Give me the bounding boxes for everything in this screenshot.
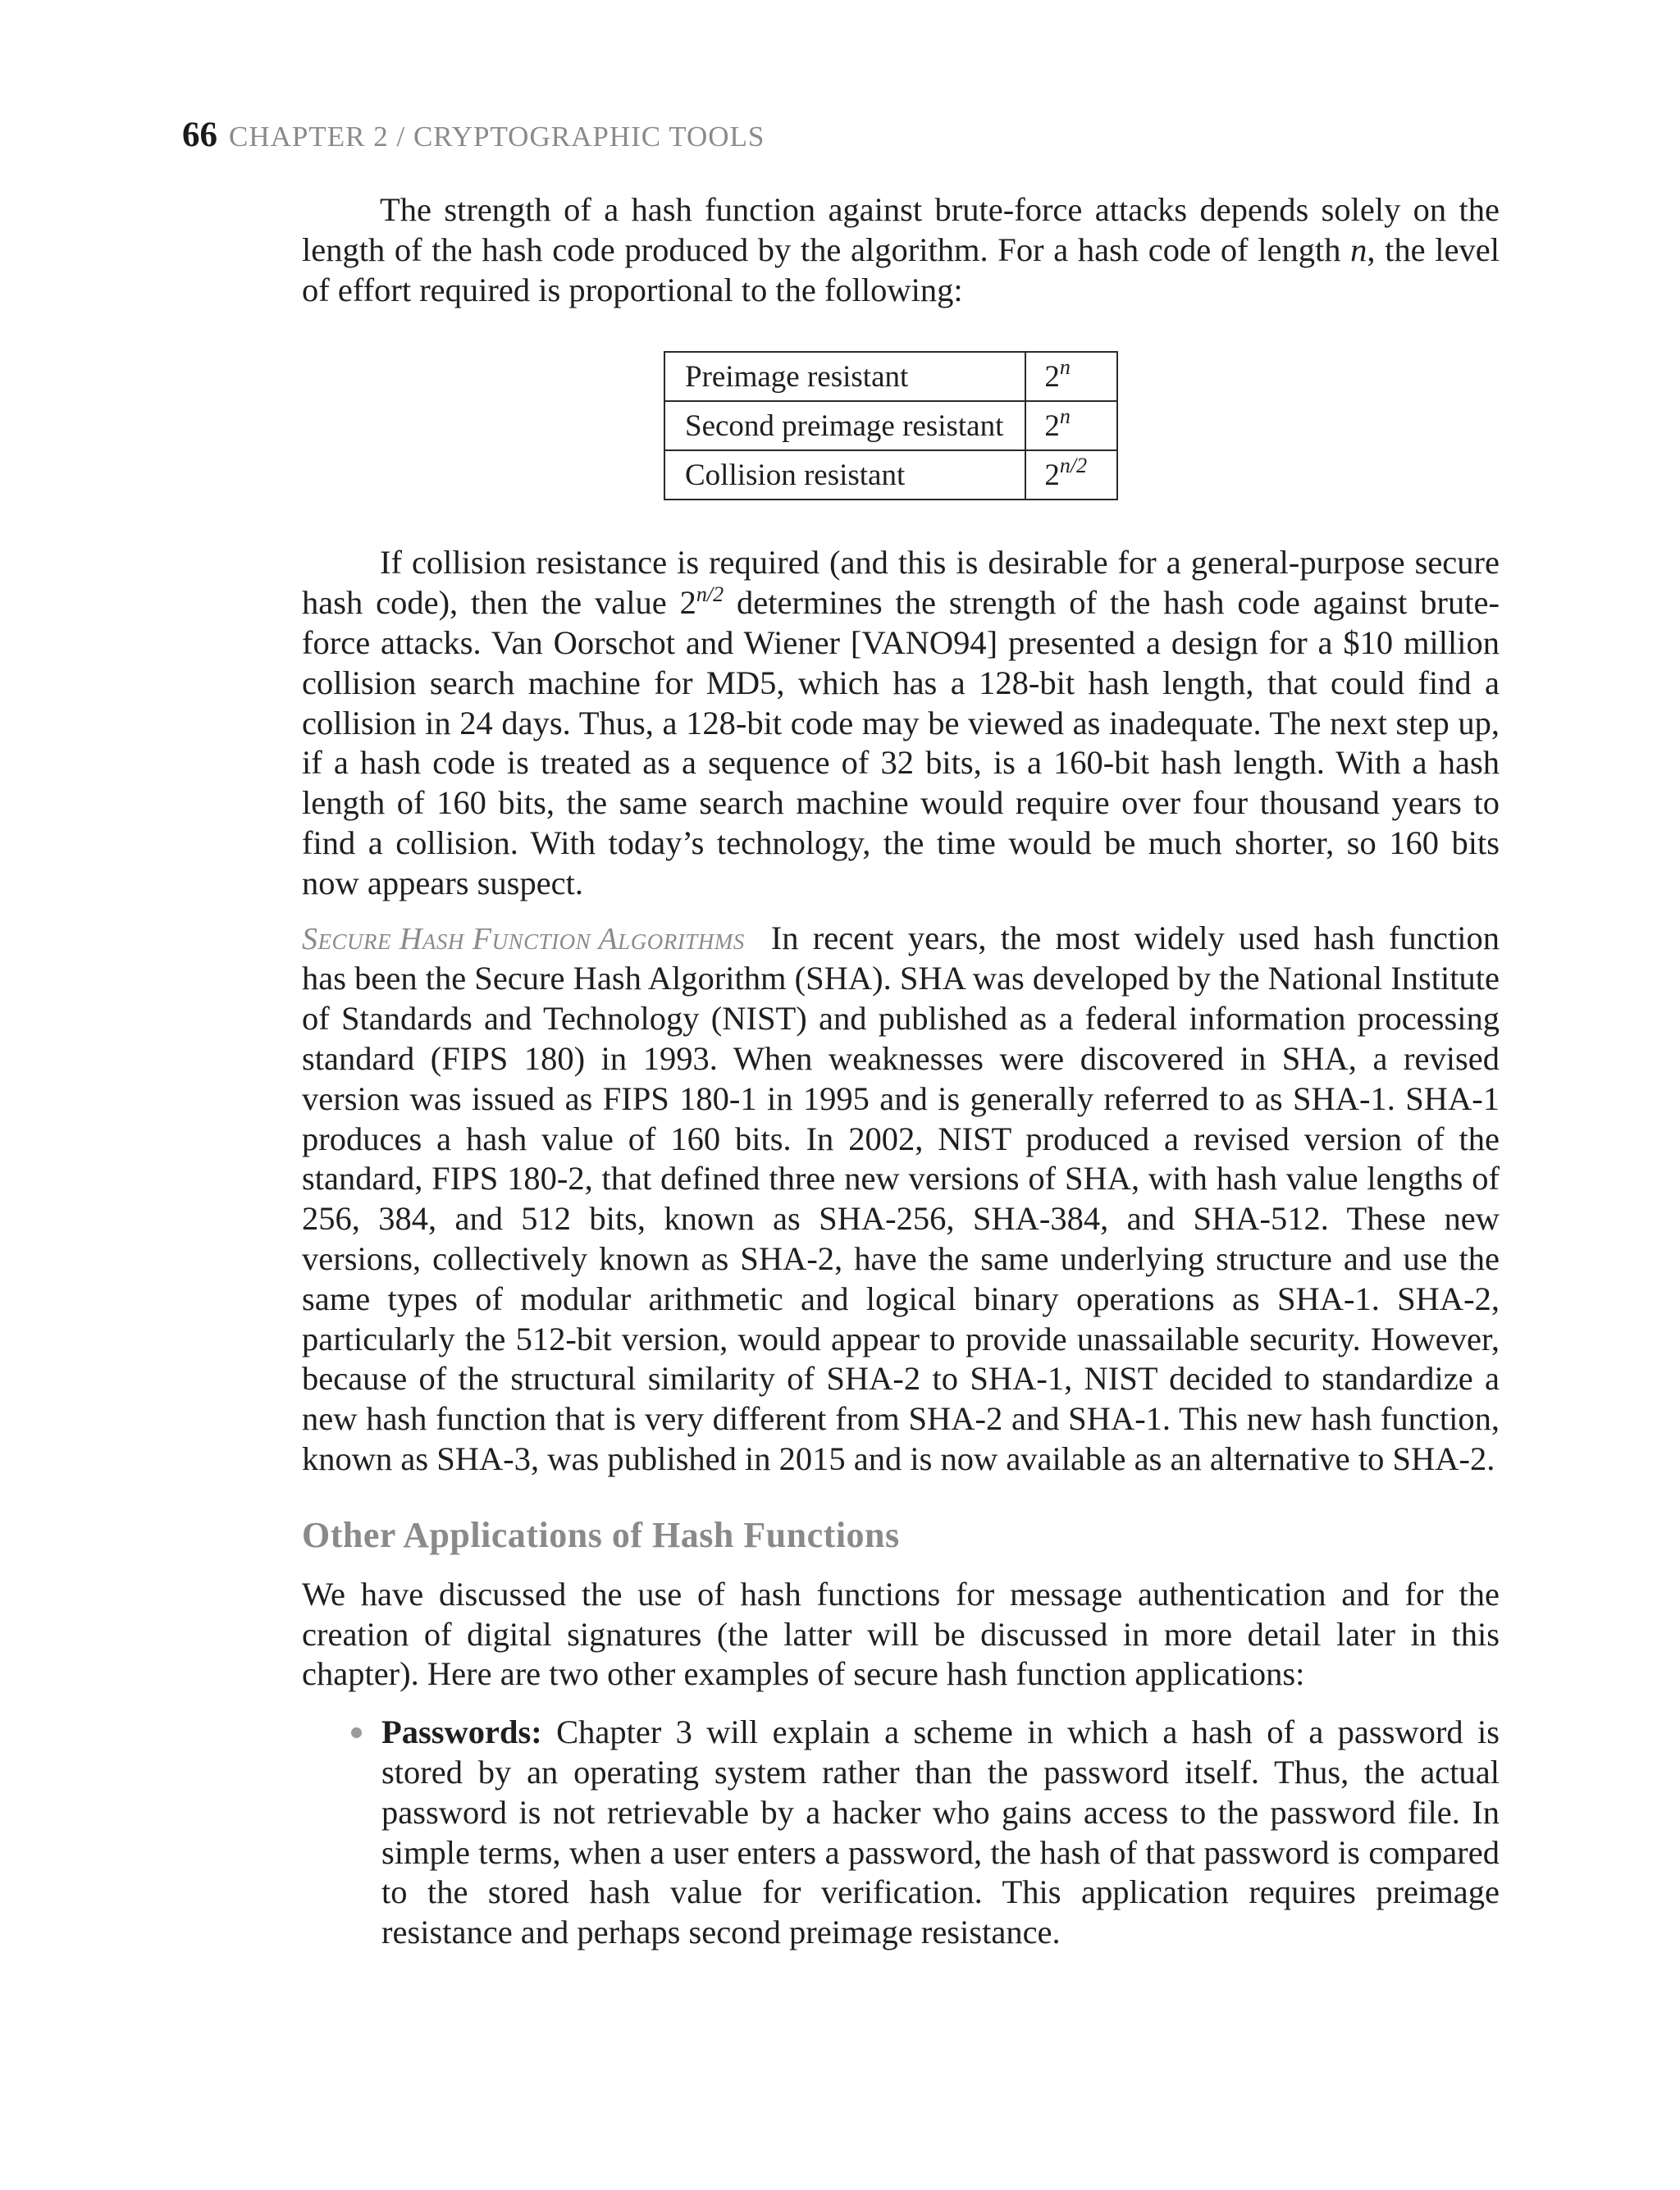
page-body (302, 190, 1500, 1953)
page-number: 66 (182, 116, 217, 154)
table-cell-label: Second preimage resistant (664, 401, 1025, 450)
table-cell-label: Preimage resistant (664, 352, 1025, 401)
bullet-term: Passwords: (381, 1713, 542, 1751)
section-intro: We have discussed the use of hash functions for message authentication and for the creation of digital signatures (the latter will be discussed in more detail later in this chapter). Here are two other examples of secure hash function applications: (302, 1575, 1500, 1693)
subheading: Secure Hash Function Algorithms (302, 921, 745, 956)
table-cell-label: Collision resistant (664, 450, 1025, 500)
variable-n: n (1350, 230, 1367, 268)
table-cell-value: $2^{n/2}$ (1025, 450, 1117, 500)
intro-paragraph: The strength of a hash function against brute-force attacks depends solely on the length of the hash code produced by the algorithm. For a hash code of length n, the level of effort required is proportional to the following: (302, 191, 1500, 308)
running-head (182, 115, 765, 155)
section-heading: Other Applications of Hash Functions (302, 1514, 900, 1555)
table-cell-value: 2$^n$ (1025, 352, 1117, 401)
table-row (664, 401, 1117, 450)
chapter-title: CHAPTER 2 / CRYPTOGRAPHIC TOOLS (229, 121, 765, 153)
table-cell-value: 2$^n$ (1025, 401, 1117, 450)
list-item: Passwords: Chapter 3 will explain a scheme in which a hash of a password is stored by an operating system rather than the password itself. Thus, the actual password is not retrievable by a hacker who gains access to the password file. In simple terms, when a user enters a password, the hash of that password is compared to the stored hash value for verification. This application requires preimage resistance and perhaps second preimage resistance. (381, 1713, 1500, 1953)
collision-paragraph: If collision resistance is required (and this is desirable for a general-purpose secure hash code), then the value $2^{n/2}$ determines the strength of the hash code against brute-force attacks. Van Oorschot and Wiener [VANO94] presented a design for a $10 million collision search machine for MD5, which has a 128-bit hash length, that could find a collision in 24 days. Thus, a 128-bit code may be viewed as inadequate. The next step up, if a hash code is treated as a sequence of 32 bits, is a 160-bit hash length. With a hash length of 160 bits, the same search machine would require over four thousand years to find a collision. With today’s technology, the time would be much shorter, so 160 bits now appears suspect. (302, 544, 1500, 901)
table-row (664, 352, 1117, 401)
strength-table (664, 351, 1118, 500)
bullet-icon (351, 1727, 362, 1738)
table-row (664, 450, 1117, 500)
bullet-list (302, 1713, 1500, 1953)
sha-paragraph: Secure Hash Function Algorithms In recent years, the most widely used hash function has been the Secure Hash Algorithm (SHA). SHA was developed by the National Institute of Standards and Technology (NIST) and published as a federal information processing standard (FIPS 180) in 1993. When weaknesses were discovered in SHA, a revised version was issued as FIPS 180-1 in 1995 and is generally referred to as SHA-1. SHA-1 produces a hash value of 160 bits. In 2002, NIST produced a revised version of the standard, FIPS 180-2, that defined three new versions of SHA, with hash value lengths of 256, 384, and 512 bits, known as SHA-256, SHA-384, and SHA-512. These new versions, collectively known as SHA-2, have the same underlying structure and use the same types of modular arithmetic and logical binary operations as SHA-1. SHA-2, particularly the 512-bit version, would appear to provide unassailable security. However, because of the structural similarity of SHA-2 to SHA-1, NIST decided to standardize a new hash function that is very different from SHA-2 and SHA-1. This new hash function, known as SHA-3, was published in 2015 and is now available as an alternative to SHA-2. (302, 919, 1500, 1477)
